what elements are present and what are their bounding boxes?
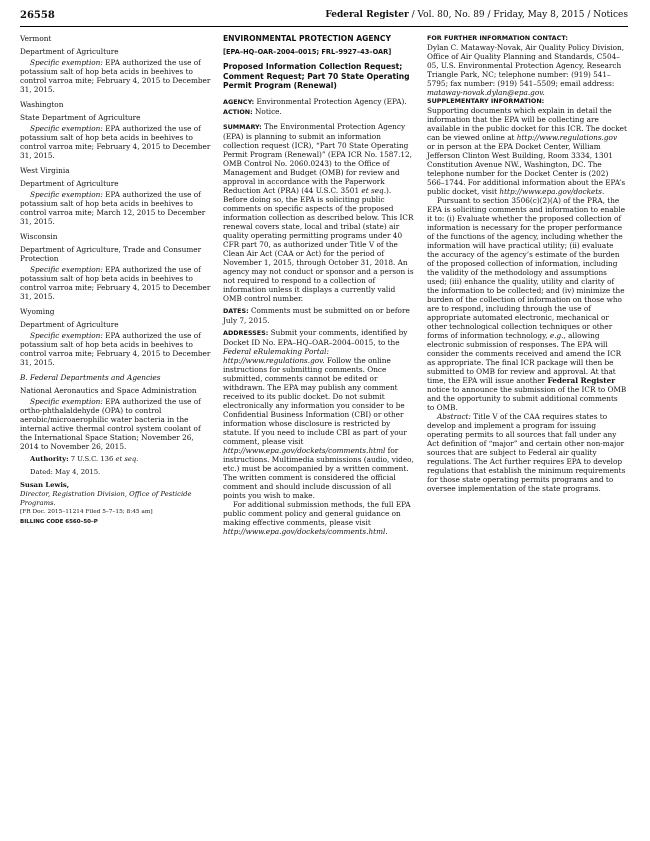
abstract-paragraph: [427, 412, 627, 493]
federal-register-term: Federal Register: [547, 376, 616, 385]
exemption-label: Specific exemption:: [30, 58, 103, 67]
exemption-body: EPA authorized the use of potassium salt of hop beta acids in beehives to control varroa mite; March 12, 2015 to December 31, 2015.: [20, 190, 206, 226]
exemption-text: [20, 331, 212, 367]
supplementary-paragraph: [427, 106, 627, 196]
state-name: Wisconsin: [20, 232, 58, 241]
department-name: Department of Agriculture: [20, 179, 119, 188]
summary-text-cont: ). Before doing so, the EPA is soliciting public comments on specific aspects of the proposed information collection as described below. This ICR renewal covers state, local and tribal (state) air quality operating permitting programs under 40 CFR part 70, as authorized under Title V of the Clean Air Act (CAA or Act) for the period of November 1, 2015, through October 31, 2018. An agency may not conduct or sponsor and a person is not required to respond to a collection of information unless it displays a currently valid OMB control number.: [223, 185, 414, 303]
additional-text: For additional submission methods, the full EPA public comment policy and general guidance on making effective comments, please visit: [223, 499, 411, 527]
pursuant-paragraph: [427, 196, 627, 412]
state-name: Vermont: [20, 34, 52, 43]
regulations-gov-link[interactable]: http://www.regulations.gov: [516, 133, 618, 142]
authority-label: Authority:: [30, 455, 69, 463]
agency-line: [223, 97, 416, 107]
exemption-label: Specific exemption:: [30, 265, 103, 274]
docket-number: [EPA–HQ–OAR–2004–0015; FRL–9927–43–OAR]: [223, 47, 392, 56]
page-number: 26558: [20, 10, 55, 21]
exemption-text: [20, 190, 212, 226]
epa-dockets-link[interactable]: http://www.epa.gov/dockets.: [499, 187, 605, 196]
dates-label: DATES:: [223, 306, 249, 315]
exemption-body: EPA authorized the use of potassium salt of hop beta acids in beehives to control varroa mite; February 4, 2015 to December 31, 2015.: [20, 331, 211, 367]
contact-paragraph: [427, 43, 627, 97]
addresses-text-end: for instructions. Multimedia submissions (audio, video, etc.) must be accompanied by a written comment. The written comment is considered the official comment and should include discussion of all points you wish to make.: [223, 445, 414, 500]
exemption-label: Specific exemption:: [30, 124, 103, 133]
signer-title: Director, Registration Division, Office of Pesticide Programs.: [20, 490, 192, 507]
addresses-paragraph: [223, 328, 416, 500]
pursuant-text: Pursuant to section 3506(c)(2)(A) of the PRA, the EPA is soliciting comments and information to enable it to: (i) Evaluate whether the proposed collection of information is necessary for the proper performance of the functions of the agency, including whether the information will have practical utility; (ii) evaluate the accuracy of the agency’s estimate of the burden of the proposed collection of information, including the validity of the methodology and assumptions used; (iii) enhance the quality, utility and clarity of the information to be collected; and (iv) minimize the burden of the collection of information on those who are to respond, including through the use of appropriate automated electronic, mechanical or other technological collection techniques or other forms of information technology,: [427, 196, 626, 340]
agency-label: AGENCY:: [223, 97, 255, 106]
exemption-body: EPA authorized the use of potassium salt of hop beta acids in beehives to control varroa mite; February 4, 2015 to December 31, 2015.: [20, 58, 211, 94]
issue-info: / Vol. 80, No. 89 / Friday, May 8, 2015 / Notices: [408, 10, 628, 20]
authority-text: 7 U.S.C. 136: [68, 455, 116, 463]
pursuant-text-cont: allowing electronic submission of responses. The EPA will consider the comments received and amend the ICR as appropriate. The final ICR package will then be submitted to OMB for review and approval. At that time, the EPA will issue another: [427, 331, 622, 385]
nasa-name: National Aeronautics and Space Administration: [20, 386, 197, 395]
page-header: [20, 10, 628, 27]
exemption-text: [20, 58, 212, 94]
signer-name: Susan Lewis,: [20, 481, 70, 489]
authority-etseq: et seq.: [115, 455, 139, 463]
section-b-title: B. Federal Departments and Agencies: [20, 373, 161, 382]
column-1: [20, 34, 212, 527]
billing-code: BILLING CODE 6560–50–P: [20, 519, 98, 525]
contact-label: FOR FURTHER INFORMATION CONTACT:: [427, 34, 568, 42]
pursuant-eg: e.g.,: [549, 331, 566, 340]
dates-text: Comments must be submitted on or before July 7, 2015.: [223, 305, 410, 325]
abstract-text: Title V of the CAA requires states to develop and implement a program for issuing operating permits to all sources that fall under any Act definition of “major” and certain other non-major sources that are subject to Federal air quality regulations. The Act further requires EPA to develop regulations that establish the minimum requirements for those state operating permits programs and to oversee implementation of the state programs.: [427, 412, 626, 493]
authority-line: [20, 455, 212, 464]
agency-text: Environmental Protection Agency (EPA).: [254, 96, 407, 106]
column-3: [427, 34, 627, 493]
fr-doc-line: [FR Doc. 2015–11214 Filed 5–7–15; 8:45 am]: [20, 509, 153, 515]
exemption-text: [20, 265, 212, 301]
exemption-label: Specific exemption:: [30, 397, 103, 406]
contact-email-link[interactable]: mataway-novak.dylan@epa.gov.: [427, 88, 545, 97]
addresses-text: Submit your comments, identified by Docket ID No. EPA–HQ–OAR–2004–0015, to the: [223, 327, 408, 347]
exemption-label: Specific exemption:: [30, 190, 103, 199]
running-head: [325, 10, 628, 20]
additional-paragraph: [223, 500, 416, 536]
supplementary-text-cont: or in person at the EPA Docket Center, William Jefferson Clinton West Building, Room 3334, 1301 Constitution Avenue NW., Washington, DC. The telephone number for the Docket Center is (202) 566–1744. For additional information about the EPA’s public docket, visit: [427, 142, 626, 196]
notice-subject: Proposed Information Collection Request; Comment Request; Part 70 State Operating Permit Program (Renewal): [223, 62, 410, 90]
column-2: [223, 34, 416, 536]
exemption-body: EPA authorized the use of potassium salt of hop beta acids in beehives to control varroa mite; February 4, 2015 to December 31, 2015.: [20, 265, 211, 301]
nasa-exemption-text: [20, 397, 212, 451]
action-label: ACTION:: [223, 107, 253, 116]
addresses-label: ADDRESSES:: [223, 328, 269, 337]
department-name: Department of Agriculture, Trade and Consumer Protection: [20, 245, 202, 263]
agency-title: ENVIRONMENTAL PROTECTION AGENCY: [223, 34, 391, 43]
action-line: [223, 107, 416, 117]
summary-etseq: et seq.: [361, 185, 387, 195]
state-name: West Virginia: [20, 166, 70, 175]
department-name: Department of Agriculture: [20, 47, 119, 56]
exemption-text: [20, 124, 212, 160]
state-name: Wyoming: [20, 307, 55, 316]
dated-line: Dated: May 4, 2015.: [30, 468, 101, 476]
dockets-comments-link[interactable]: http://www.epa.gov/dockets/comments.html.: [223, 526, 388, 536]
contact-text: Dylan C. Mataway-Novak, Air Quality Policy Division, Office of Air Quality Planning and Standards, C504–05, U.S. Environmental Protection Agency, Research Triangle Park, NC; telephone number: (919) 541–5795; fax number: (919) 541–5509; email address:: [427, 43, 625, 88]
publication-name: Federal Register: [325, 10, 409, 20]
pursuant-text-end: notice to announce the submission of the ICR to OMB and the opportunity to submit additional comments to OMB.: [427, 385, 627, 412]
addresses-text-cont: Follow the online instructions for submitting comments. Once submitted, comments cannot be edited or withdrawn. The EPA may publish any comment received to its public docket. Do not submit electronically any information you consider to be Confidential Business Information (CBI) or other information whose disclosure is restricted by statute. If you need to include CBI as part of your comment, please visit: [223, 355, 407, 446]
action-text: Notice.: [252, 106, 282, 116]
dates-paragraph: [223, 306, 416, 325]
supplementary-label: SUPPLEMENTARY INFORMATION:: [427, 97, 545, 105]
summary-text: The Environmental Protection Agency (EPA) is planning to submit an information collection request (ICR), “Part 70 State Operating Permit Program (Renewal)” (EPA ICR No. 1587.12, OMB Control No. 2060.0243) to the Office of Management and Budget (OMB) for review and approval in accordance with the Paperwork Reduction Act (PRA) (44 U.S.C. 3501: [223, 121, 412, 195]
summary-label: SUMMARY:: [223, 122, 262, 131]
state-name: Washington: [20, 100, 64, 109]
department-name: Department of Agriculture: [20, 320, 119, 329]
regulations-link[interactable]: Federal eRulemaking Portal: http://www.regulations.gov.: [223, 346, 329, 365]
exemption-label: Specific exemption:: [30, 331, 103, 340]
supplementary-text: Supporting documents which explain in detail the information that the EPA will be collecting are available in the public docket for this ICR. The docket can be viewed online at: [427, 106, 627, 142]
summary-paragraph: [223, 122, 416, 303]
department-name: State Department of Agriculture: [20, 113, 141, 122]
abstract-label: Abstract:: [437, 412, 471, 421]
exemption-body: EPA authorized the use of potassium salt of hop beta acids in beehives to control varroa mite; February 4, 2015 to December 31, 2015.: [20, 124, 211, 160]
exemption-body: EPA authorized the use of ortho-phthalaldehyde (OPA) to control aerobic/microaerophilic water bacteria in the internal active thermal control system coolant of the International Space Station; November 26, 2014 to November 26, 2015.: [20, 397, 201, 451]
comments-link[interactable]: http://www.epa.gov/dockets/comments.html: [223, 445, 386, 455]
